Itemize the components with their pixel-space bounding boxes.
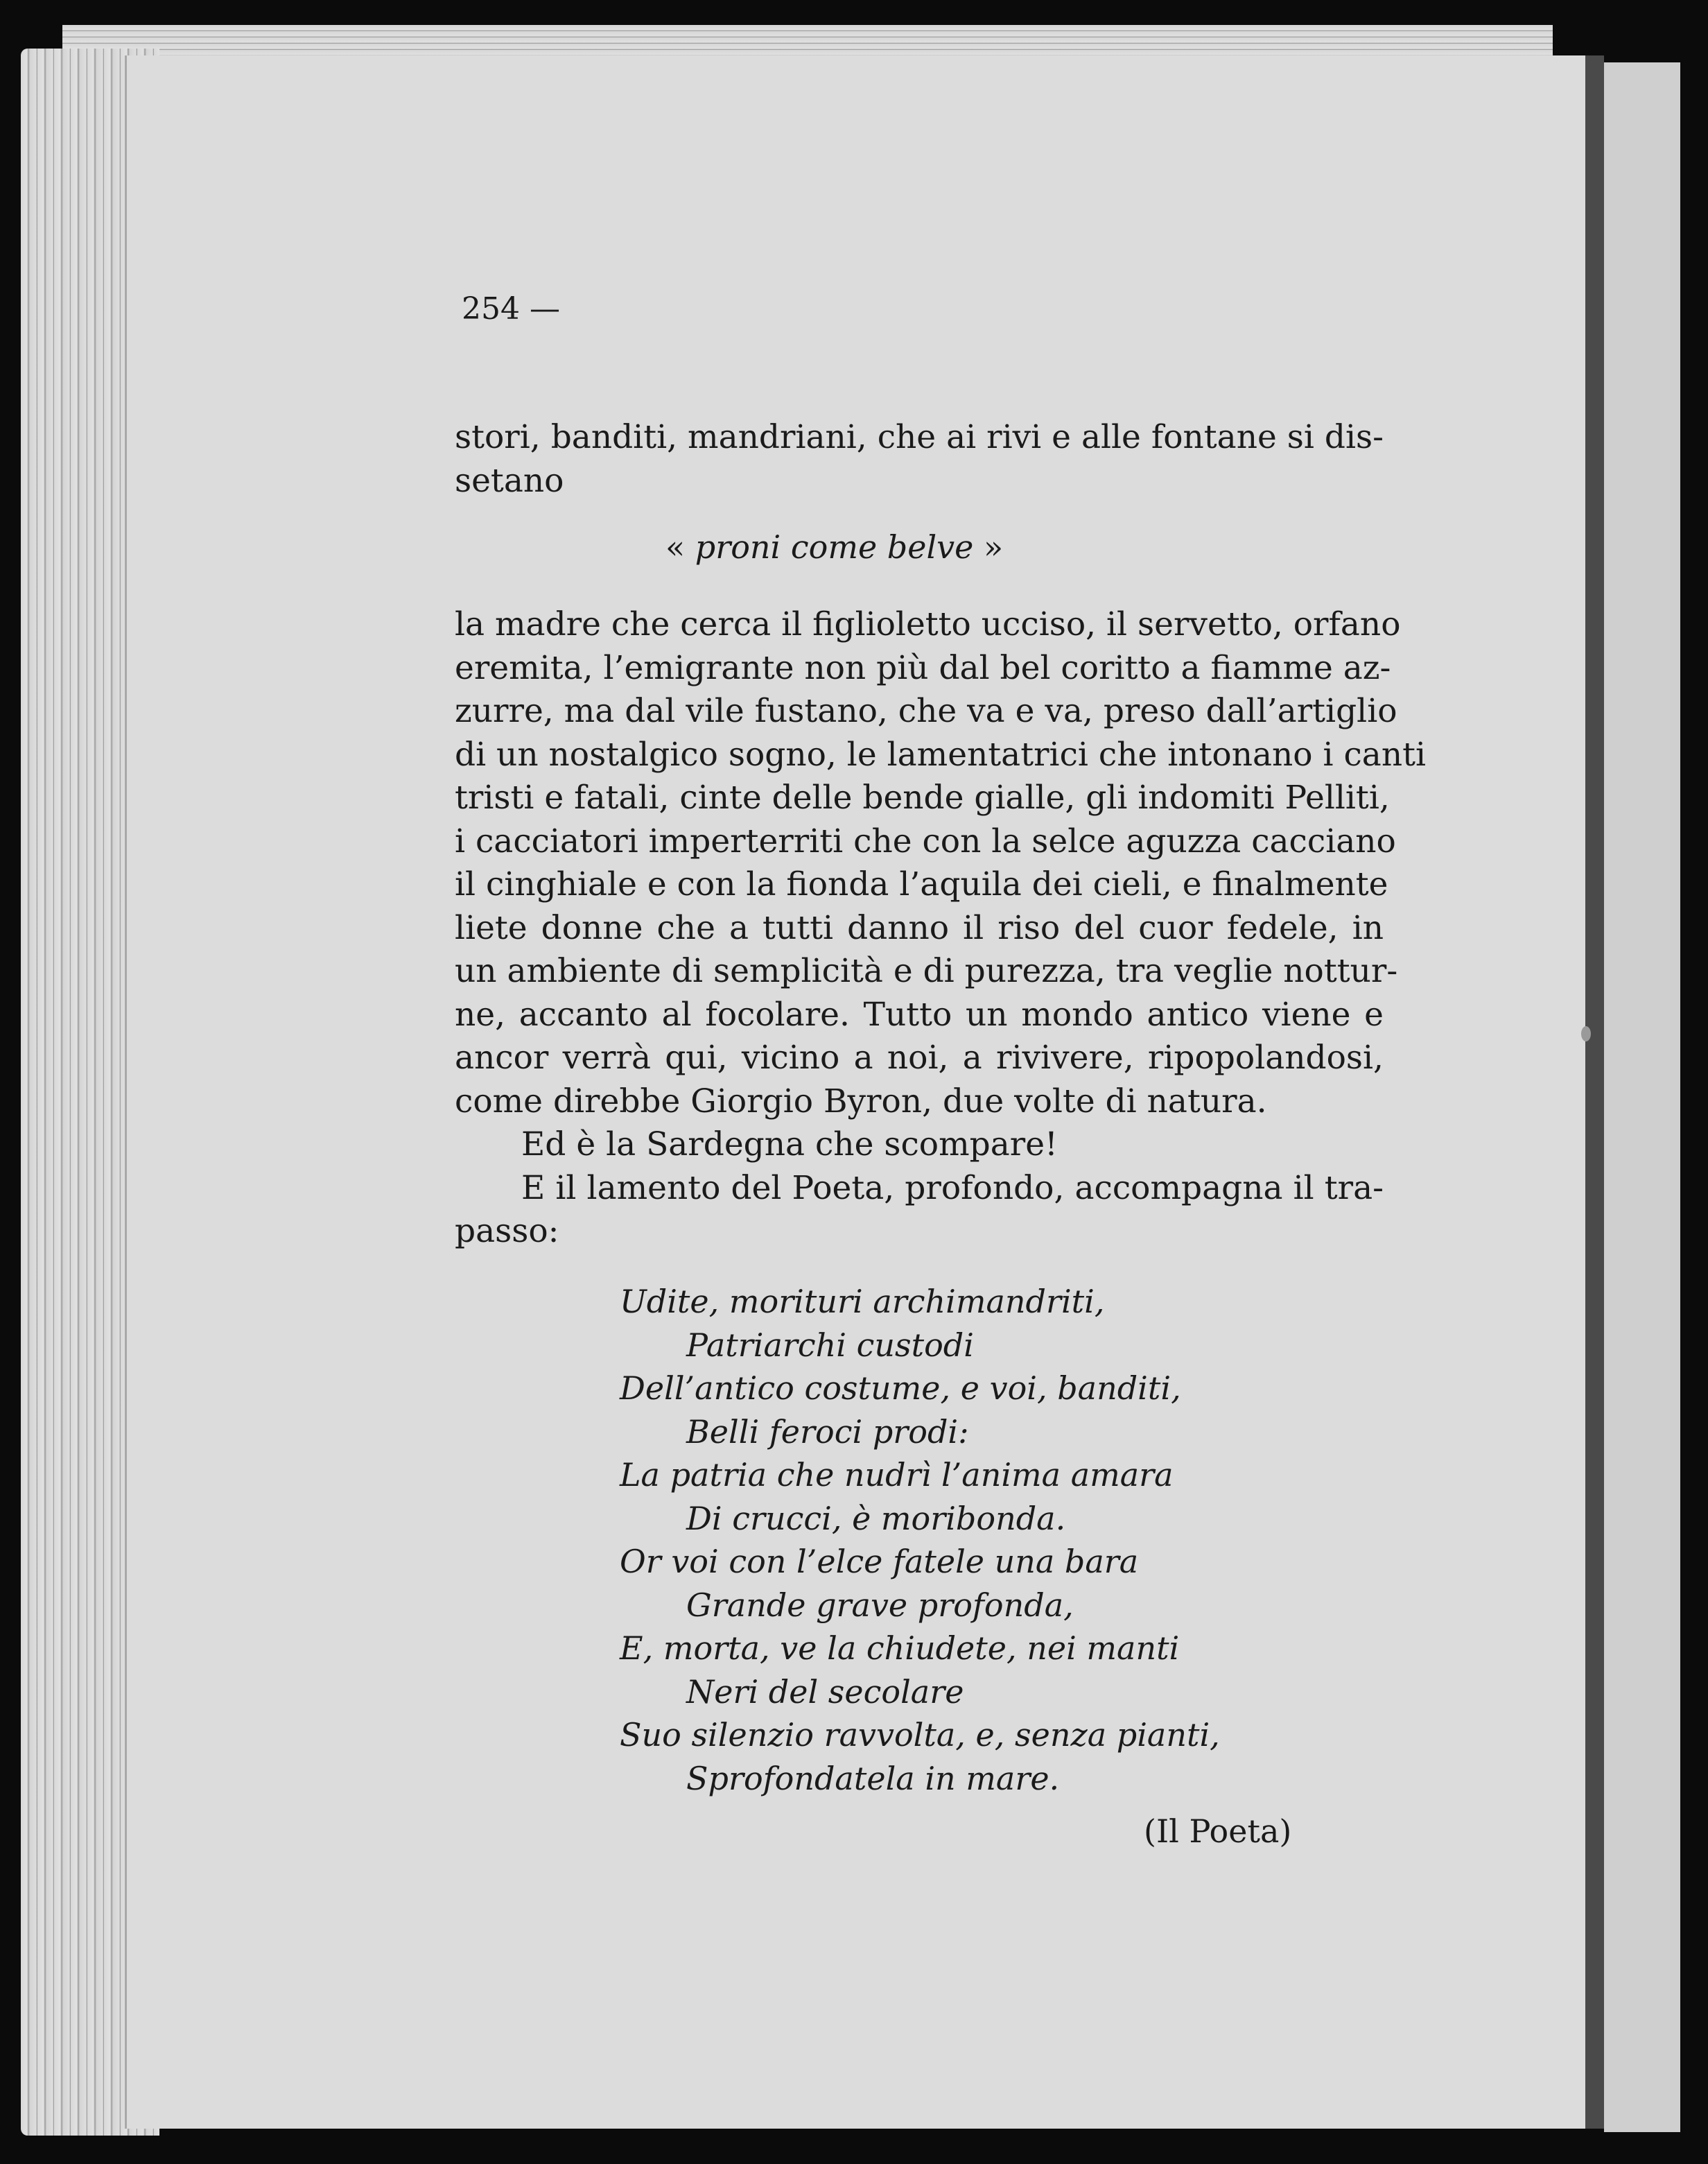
binding-gutter [1583, 55, 1604, 2129]
text-line: liete donne che a tutti danno il riso del cuor fedele, in [455, 908, 1384, 947]
opening-paragraph [455, 416, 1384, 503]
poem-line: Udite, morituri archimandriti, [620, 1283, 1105, 1320]
poem-line: Neri del secolare [686, 1672, 964, 1711]
poem-line: Dell’antico costume, e voi, banditi, [620, 1369, 1181, 1407]
main-paragraph [455, 603, 1427, 1254]
text-line: come direbbe Giorgio Byron, due volte di natura. [455, 1082, 1267, 1120]
quote-open-mark: « [665, 528, 686, 566]
quote-text: proni come belve [695, 528, 974, 566]
poem-line: Suo silenzio ravvolta, e, senza pianti, [620, 1716, 1220, 1754]
poem-line: Grande grave profonda, [686, 1586, 1074, 1624]
quote-close-mark: » [984, 528, 1004, 566]
poem-line: Belli feroci prodi: [686, 1412, 969, 1451]
sardegna-sentence: Ed è la Sardegna che scompare! [521, 1125, 1058, 1163]
text-line: passo: [455, 1212, 559, 1250]
next-page-edge [1604, 62, 1680, 2132]
poem-attribution: (Il Poeta) [1144, 1812, 1292, 1850]
text-line: stori, banditi, mandriani, che ai rivi e alle fontane si dis- [455, 418, 1384, 456]
text-line: di un nostalgico sogno, le lamentatrici che intonano i canti [455, 735, 1427, 774]
page-stain [1581, 1026, 1591, 1041]
text-line: E il lamento del Poeta, profondo, accompagna il tra- [521, 1168, 1384, 1207]
text-line: la madre che cerca il figlioletto ucciso, il servetto, orfano [455, 605, 1401, 643]
page-number: 254 — [462, 291, 560, 327]
text-line: il cinghiale e con la fionda l’aquila dei cieli, e finalmente [455, 865, 1388, 903]
text-line: ne, accanto al focolare. Tutto un mondo antico viene e [455, 995, 1384, 1034]
text-line: zurre, ma dal vile fustano, che va e va, preso dall’artiglio [455, 692, 1397, 730]
poem-line: La patria che nudrì l’anima amara [620, 1456, 1174, 1494]
text-line: un ambiente di semplicità e di purezza, tra veglie nottur- [455, 952, 1398, 990]
poem-line: Patriarchi custodi [686, 1326, 974, 1364]
text-line: setano [455, 461, 564, 500]
poem-line: E, morta, ve la chiudete, nei manti [620, 1629, 1180, 1667]
poem-line: Or voi con l’elce fatele una bara [620, 1543, 1139, 1580]
poem-line: Sprofondatela in mare. [686, 1759, 1060, 1797]
text-line: eremita, l’emigrante non più dal bel coritto a fiamme az- [455, 648, 1391, 687]
poem-stanza [620, 1280, 1220, 1800]
text-line: tristi e fatali, cinte delle bende gialle, gli indomiti Pelliti, [455, 779, 1390, 817]
poem-line: Di crucci, è moribonda. [686, 1499, 1066, 1537]
text-line: i cacciatori imperterriti che con la selce aguzza cacciano [455, 822, 1396, 860]
inline-quote [665, 528, 1003, 566]
text-line: ancor verrà qui, vicino a noi, a rivivere, ripopolandosi, [455, 1039, 1384, 1077]
